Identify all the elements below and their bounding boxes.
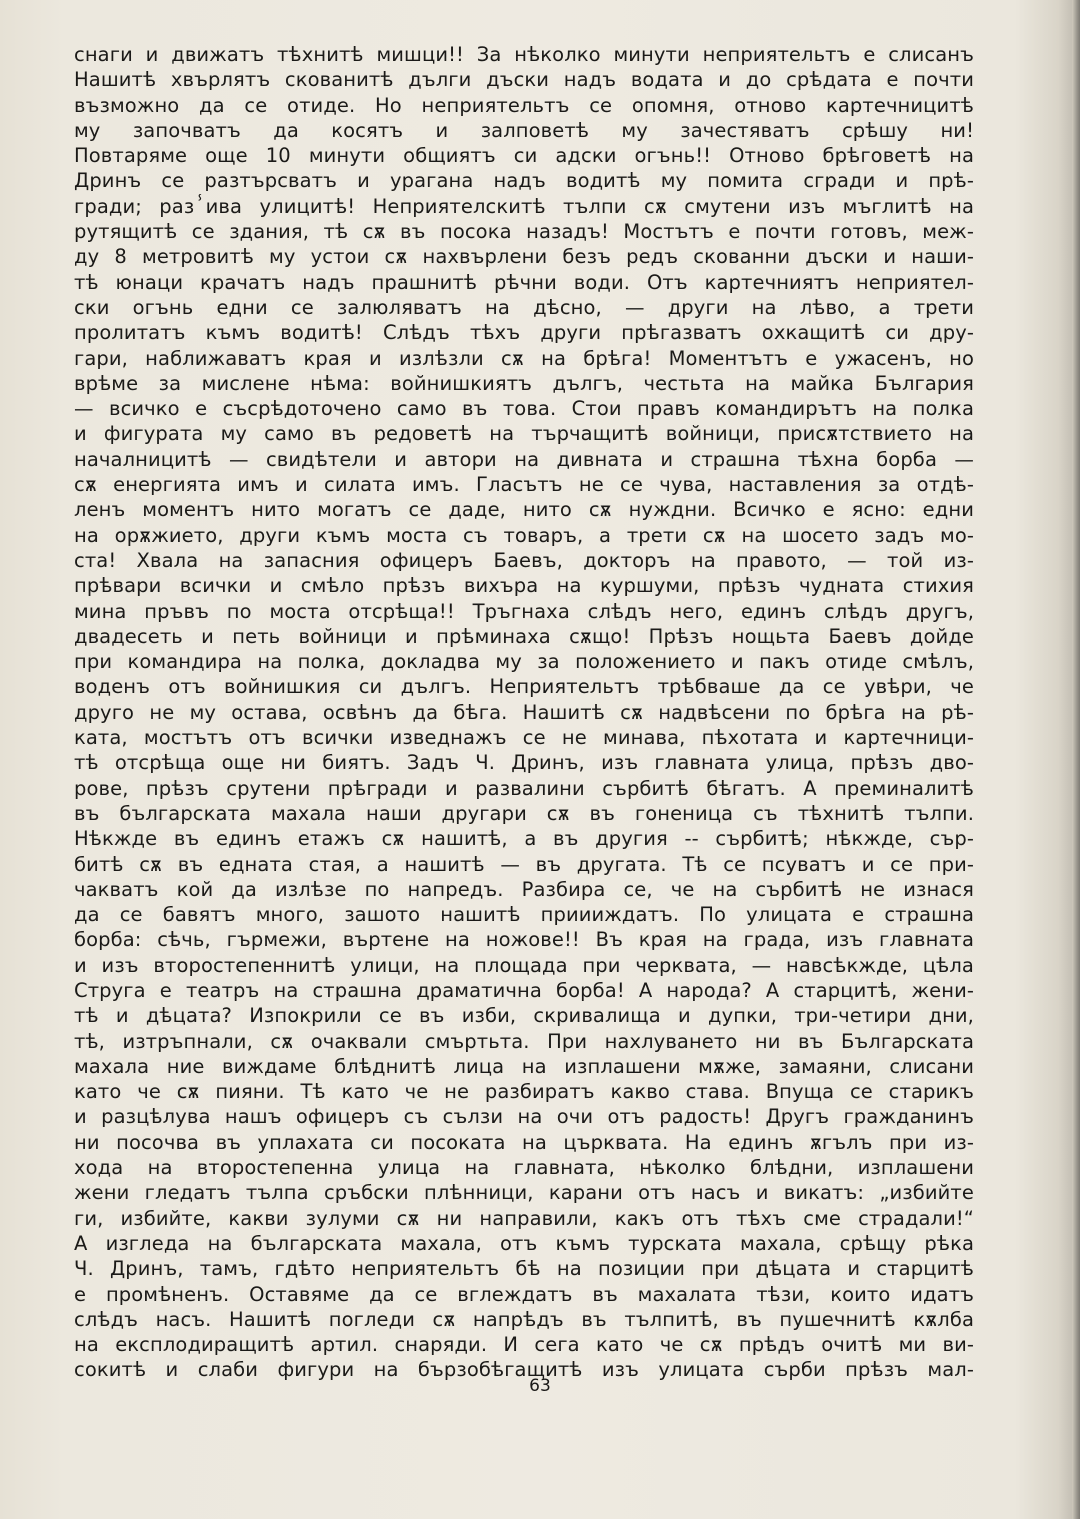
text-line: врѣме за мислене нѣма: войнишкиятъ дългъ, честьта на майка България	[74, 371, 974, 395]
text-line: гради; разⸯива улицитѣ! Неприятелскитѣ тълпи сѫ смутени изъ мъглитѣ на	[74, 194, 974, 218]
text-line: Нашитѣ хвърлятъ скованитѣ дълги дъски надъ водата и до срѣдата е почти	[74, 68, 974, 92]
text-line: Ч. Дринъ, тамъ, гдѣто неприятельтъ бѣ на позиции при дѣцата и старцитѣ	[74, 1257, 974, 1281]
text-line: и разцѣлува нашъ офицеръ съ сълзи на очи отъ радость! Другъ гражданинъ	[74, 1105, 974, 1129]
text-line: ста! Хвала на запасния офицеръ Баевъ, докторъ на правото, — той из-	[74, 548, 974, 572]
text-line: Повтаряме още 10 минути общиятъ си адски огънь!! Отново брѣговетѣ на	[74, 144, 974, 168]
text-line: воденъ отъ войнишкия си дългъ. Неприятельтъ трѣбваше да се увѣри, че	[74, 675, 974, 699]
text-line: двадесеть и петь войници и прѣминаха сѫщо! Прѣзъ нощьта Баевъ дойде	[74, 624, 974, 648]
text-line: мина пръвъ по моста отсрѣща!! Тръгнаха слѣдъ него, единъ слѣдъ другъ,	[74, 599, 974, 623]
text-line: прѣвари всички и смѣло прѣзъ вихъра на куршуми, прѣзъ чудната стихия	[74, 574, 974, 598]
text-line: тѣ и дѣцата? Изпокрили се въ изби, скривалища и дупки, три-четири дни,	[74, 1004, 974, 1028]
text-line: на експлодиращитѣ артил. снаряди. И сега като че сѫ прѣдъ очитѣ ми ви-	[74, 1333, 974, 1357]
text-line: като че сѫ пияни. Тѣ като че не разбиратъ какво става. Впуща се старикъ	[74, 1080, 974, 1104]
text-line: гари, наближаватъ края и излѣзли сѫ на брѣга! Моментътъ е ужасенъ, но	[74, 346, 974, 370]
text-line: и фигурата му само въ редоветѣ на търчащитѣ войници, присѫтствието на	[74, 422, 974, 446]
text-line: ду 8 метровитѣ му устои сѫ нахвърлени безъ редъ скованни дъски и наши-	[74, 245, 974, 269]
text-line: и изъ второстепеннитѣ улици, на площада при черквата, — навсѣкжде, цѣла	[74, 953, 974, 977]
text-line: хода на второстепенна улица на главната, нѣколко блѣдни, изплашени	[74, 1156, 974, 1180]
text-line: е промѣненъ. Оставяме да се вглеждатъ въ махалата тѣзи, които идатъ	[74, 1282, 974, 1306]
text-line: пролитатъ къмъ водитѣ! Слѣдъ тѣхъ други прѣгазватъ охкащитѣ си дру-	[74, 321, 974, 345]
text-line: тѣ, изтръпнали, сѫ очаквали смъртьта. При нахлуването ни въ Българската	[74, 1029, 974, 1053]
text-line: Нѣкжде въ единъ етажъ сѫ нашитѣ, а въ другия -- сърбитѣ; нѣкжде, сър-	[74, 827, 974, 851]
text-line: тѣ отсрѣща още ни биятъ. Задъ Ч. Дринъ, изъ главната улица, прѣзъ дво-	[74, 751, 974, 775]
text-line: снаги и движатъ тѣхнитѣ мишци!! За нѣколко минути неприятельтъ е слисанъ	[74, 43, 974, 66]
text-line: ни посочва въ уплахата си посоката на църквата. На единъ ѫгълъ при из-	[74, 1130, 974, 1154]
text-line: А изгледа на българската махала, отъ къмъ турската махала, срѣщу рѣка	[74, 1231, 974, 1255]
text-line: битѣ сѫ въ едната стая, а нашитѣ — въ другата. Тѣ се псуватъ и се при-	[74, 852, 974, 876]
page-edge-shadow	[1072, 0, 1080, 1519]
text-line: въ българската махала наши другари сѫ въ гоненица съ тѣхнитѣ тълпи.	[74, 801, 974, 825]
text-line: рутящитѣ се здания, тѣ сѫ въ посока назадъ! Мостътъ е почти готовъ, меж-	[74, 220, 974, 244]
text-line: — всичко е съсрѣдоточено само въ това. Стои правъ командирътъ на полка	[74, 397, 974, 421]
text-line: слѣдъ насъ. Нашитѣ погледи сѫ напрѣдъ въ тълпитѣ, въ пушечнитѣ кѫлба	[74, 1307, 974, 1331]
text-line: ги, избийте, какви зулуми сѫ ни направили, какъ отъ тѣхъ сме страдали!“	[74, 1206, 974, 1230]
text-line: Струга е театръ на страшна драматична борба! А народа? А старцитѣ, жени-	[74, 978, 974, 1002]
text-line: при командира на полка, докладва му за положението и пакъ отиде смѣлъ,	[74, 650, 974, 674]
text-line: началницитѣ — свидѣтели и автори на дивната и страшна тѣхна борба —	[74, 447, 974, 471]
text-line: жени гледатъ тълпа сръбски плѣнници, карани отъ насъ и викатъ: „избийте	[74, 1181, 974, 1205]
text-line: да се бавятъ много, зашото нашитѣ приииждатъ. По улицата е страшна	[74, 903, 974, 927]
page-number: 63	[529, 1376, 551, 1396]
text-line: ленъ моментъ нито могатъ се даде, нито сѫ нуждни. Всичко е ясно: едни	[74, 498, 974, 522]
text-line: чакватъ кой да излѣзе по напредъ. Разбира се, че на сърбитѣ не изнася	[74, 877, 974, 901]
text-line: сѫ енергията имъ и силата имъ. Гласътъ не се чува, наставления за отдѣ-	[74, 473, 974, 497]
text-line: възможно да се отиде. Но неприятельтъ се опомня, отново картечницитѣ	[74, 93, 974, 117]
text-line: сокитѣ и слаби фигури на бързобѣгащитѣ изъ улицата сърби прѣзъ мал-	[74, 1358, 974, 1382]
text-line: ката, мостътъ отъ всички изведнажъ се не минава, пѣхотата и картечници-	[74, 726, 974, 750]
body-text	[74, 42, 974, 1383]
text-line: му започватъ да косятъ и залповетѣ му зачестяватъ срѣшу ни!	[74, 118, 974, 142]
text-line: ски огънь едни се залюляватъ на дѣсно, — други на лѣво, а трети	[74, 295, 974, 319]
text-line: борба: сѣчь, гърмежи, въртене на ножове!! Въ края на града, изъ главната	[74, 928, 974, 952]
text-line: друго не му остава, освѣнъ да бѣга. Нашитѣ сѫ надвѣсени по брѣга на рѣ-	[74, 700, 974, 724]
text-line: на орѫжието, други къмъ моста съ товаръ, а трети сѫ на шосето задъ мо-	[74, 523, 974, 547]
text-line: махала ние виждаме блѣднитѣ лица на изплашени мѫже, замаяни, слисани	[74, 1054, 974, 1078]
text-line: рове, прѣзъ срутени прѣгради и развалини сърбитѣ бѣгатъ. А преминалитѣ	[74, 776, 974, 800]
text-line: Дринъ се разтърсватъ и урагана надъ водитѣ му помита сгради и прѣ-	[74, 169, 974, 193]
text-line: тѣ юнаци крачатъ надъ прашнитѣ рѣчни води. Отъ картечниятъ неприятел-	[74, 270, 974, 294]
